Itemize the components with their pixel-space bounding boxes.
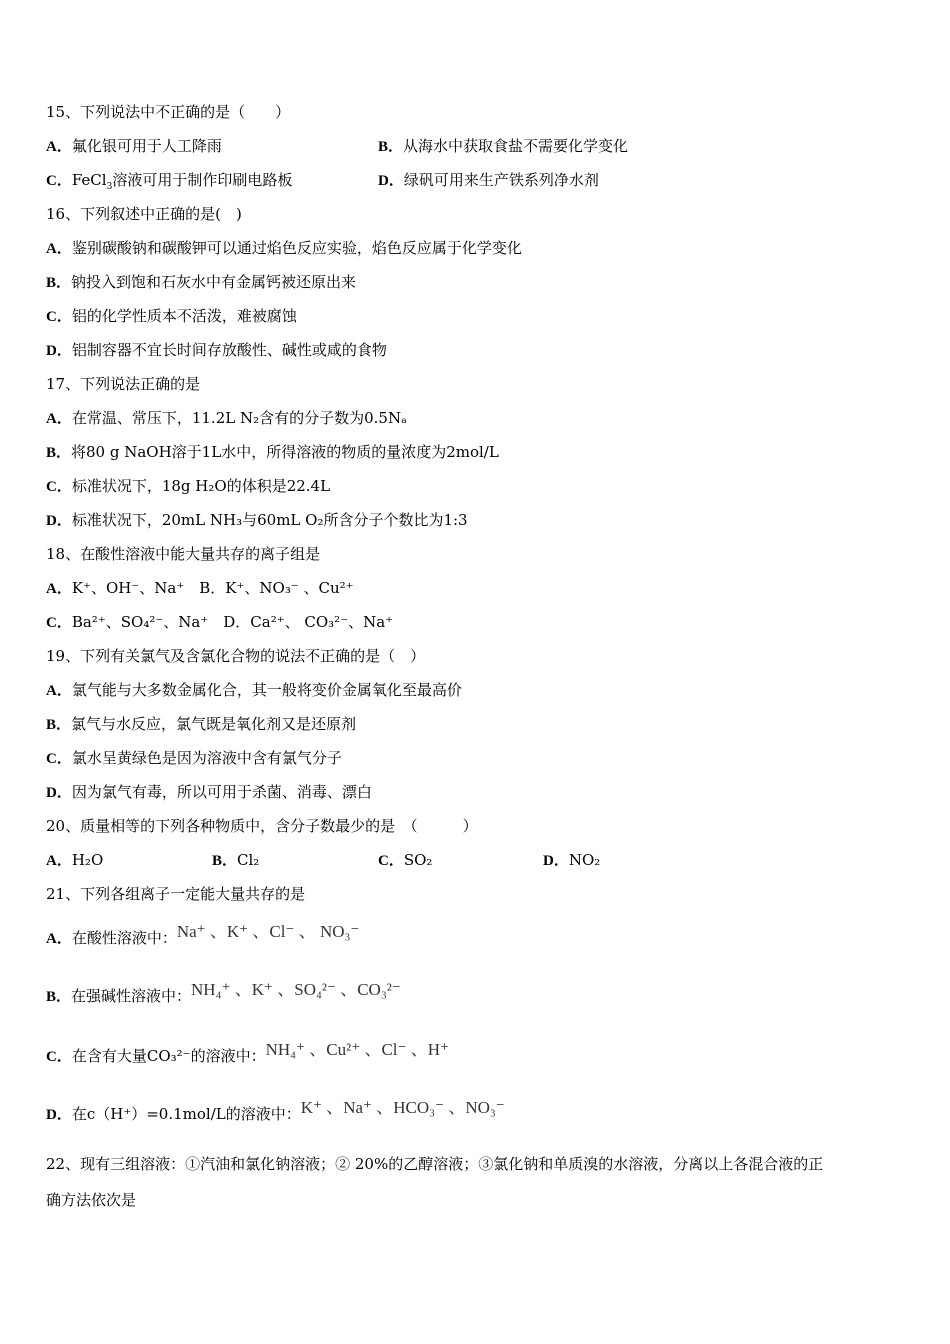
option-letter: C． bbox=[46, 479, 72, 495]
option-letter: D． bbox=[378, 173, 404, 189]
q15-option-b bbox=[378, 136, 628, 157]
option-text-post: 溶液可用于制作印刷电路板 bbox=[112, 171, 293, 189]
q16-option-d bbox=[46, 340, 387, 361]
option-text: Cl₂ bbox=[237, 851, 260, 869]
q16-stem: 16、下列叙述中正确的是( ) bbox=[46, 205, 242, 223]
q16-option-b bbox=[46, 272, 356, 293]
option-label: 在含有大量CO₃²⁻的溶液中： bbox=[71, 1047, 266, 1065]
q17-option-a bbox=[46, 408, 407, 429]
q17-option-c bbox=[46, 476, 330, 497]
q20-option-d bbox=[543, 850, 600, 871]
option-text: 绿矾可用来生产铁系列净水剂 bbox=[403, 171, 599, 189]
option-text: 氯气与水反应，氯气既是氧化剂又是还原剂 bbox=[71, 715, 357, 733]
option-text-pre: FeCl bbox=[71, 171, 107, 189]
q20-option-b bbox=[212, 850, 259, 871]
option-text: 从海水中获取食盐不需要化学变化 bbox=[403, 137, 629, 155]
option-letter: D． bbox=[46, 1107, 72, 1123]
option-letter: A． bbox=[46, 581, 72, 597]
option-label: 在c（H⁺）=0.1mol/L的溶液中： bbox=[71, 1105, 301, 1123]
q19-option-b bbox=[46, 714, 356, 735]
option-letter: C． bbox=[46, 615, 72, 631]
option-label: 在酸性溶液中： bbox=[71, 929, 177, 947]
option-text: SO₂ bbox=[403, 851, 433, 869]
q21-option-c bbox=[46, 1040, 449, 1069]
option-text: 将80 g NaOH溶于1L水中，所得溶液的物质的量浓度为2mol/L bbox=[71, 443, 499, 461]
q22-line2: 确方法依次是 bbox=[46, 1191, 137, 1209]
option-text: 氯水呈黄绿色是因为溶液中含有氯气分子 bbox=[71, 749, 342, 767]
option-letter: B． bbox=[46, 989, 72, 1005]
q15-option-c bbox=[46, 170, 292, 191]
q22-line1: 22、现有三组溶液：①汽油和氯化钠溶液；② 20%的乙醇溶液；③氯化钠和单质溴的水溶液，分离以上各混合液的正 bbox=[46, 1155, 824, 1173]
option-letter: B． bbox=[46, 275, 72, 291]
q21-option-d bbox=[46, 1098, 505, 1127]
ion-list: Na⁺ 、K⁺ 、Cl⁻ 、 NO₃⁻ bbox=[176, 922, 360, 941]
option-letter: A． bbox=[46, 853, 72, 869]
q20-stem: 20、质量相等的下列各种物质中，含分子数最少的是 （ ） bbox=[46, 817, 478, 835]
option-text-sub: 3 bbox=[106, 182, 113, 192]
q15-option-d bbox=[378, 170, 599, 191]
option-letter: D． bbox=[46, 513, 72, 529]
option-letter: C． bbox=[46, 751, 72, 767]
option-letter: A． bbox=[46, 683, 72, 699]
q21-stem: 21、下列各组离子一定能大量共存的是 bbox=[46, 885, 306, 903]
q18-options-ab bbox=[46, 578, 354, 599]
option-text: 鉴别碳酸钠和碳酸钾可以通过焰色反应实验，焰色反应属于化学变化 bbox=[71, 239, 522, 257]
option-text: 在常温、常压下，11.2L N₂含有的分子数为0.5Nₐ bbox=[71, 409, 407, 427]
q19-option-c bbox=[46, 748, 342, 769]
option-letter: B． bbox=[212, 853, 238, 869]
option-text: 氯气能与大多数金属化合，其一般将变价金属氧化至最高价 bbox=[71, 681, 462, 699]
option-letter: C． bbox=[46, 173, 72, 189]
option-letter: A． bbox=[46, 241, 72, 257]
option-letter: D． bbox=[543, 853, 569, 869]
option-letter: B． bbox=[46, 445, 72, 461]
option-letter: C． bbox=[46, 1049, 72, 1065]
q20-option-c bbox=[378, 850, 432, 871]
q17-stem: 17、下列说法正确的是 bbox=[46, 375, 201, 393]
option-text: 钠投入到饱和石灰水中有金属钙被还原出来 bbox=[71, 273, 357, 291]
option-text: H₂O bbox=[71, 851, 104, 869]
option-letter: A． bbox=[46, 139, 72, 155]
option-text: 氟化银可用于人工降雨 bbox=[71, 137, 222, 155]
q20-option-a bbox=[46, 850, 103, 871]
option-text: NO₂ bbox=[568, 851, 601, 869]
option-letter: B． bbox=[378, 139, 404, 155]
q16-option-a bbox=[46, 238, 522, 259]
option-text: 铝制容器不宜长时间存放酸性、碱性或咸的食物 bbox=[71, 341, 387, 359]
q19-option-d bbox=[46, 782, 372, 803]
q18-options-cd bbox=[46, 612, 393, 633]
q21-option-b bbox=[46, 980, 401, 1009]
option-letter: C． bbox=[378, 853, 404, 869]
q19-stem: 19、下列有关氯气及含氯化合物的说法不正确的是（ ） bbox=[46, 647, 426, 665]
option-letter: A． bbox=[46, 411, 72, 427]
option-letter: D． bbox=[46, 343, 72, 359]
option-text: 因为氯气有毒，所以可用于杀菌、消毒、漂白 bbox=[71, 783, 372, 801]
option-text: 标准状况下，20mL NH₃与60mL O₂所含分子个数比为1:3 bbox=[71, 511, 468, 529]
q17-option-d bbox=[46, 510, 468, 531]
option-letter: C． bbox=[46, 309, 72, 325]
q16-option-c bbox=[46, 306, 297, 327]
option-letter: B． bbox=[46, 717, 72, 733]
q15-option-a bbox=[46, 136, 222, 157]
q17-option-b bbox=[46, 442, 499, 463]
q19-option-a bbox=[46, 680, 462, 701]
option-letter: D． bbox=[46, 785, 72, 801]
option-letter: A． bbox=[46, 931, 72, 947]
option-text: Ba²⁺、SO₄²⁻、Na⁺ D．Ca²⁺、 CO₃²⁻、Na⁺ bbox=[71, 613, 394, 631]
option-text: K⁺、OH⁻、Na⁺ B．K⁺、NO₃⁻ 、Cu²⁺ bbox=[71, 579, 354, 597]
option-text: 铝的化学性质本不活泼，难被腐蚀 bbox=[71, 307, 297, 325]
q15-stem: 15、下列说法中不正确的是（ ） bbox=[46, 103, 291, 121]
q21-option-a bbox=[46, 922, 360, 951]
option-text: 标准状况下，18g H₂O的体积是22.4L bbox=[71, 477, 331, 495]
ion-list: K⁺ 、Na⁺ 、HCO₃⁻ 、NO₃⁻ bbox=[300, 1098, 505, 1117]
ion-list: NH₄⁺ 、Cu²⁺ 、Cl⁻ 、H⁺ bbox=[265, 1040, 449, 1059]
ion-list: NH₄⁺ 、K⁺ 、SO₄²⁻ 、CO₃²⁻ bbox=[191, 980, 401, 999]
q18-stem: 18、在酸性溶液中能大量共存的离子组是 bbox=[46, 545, 321, 563]
option-label: 在强碱性溶液中： bbox=[71, 987, 192, 1005]
